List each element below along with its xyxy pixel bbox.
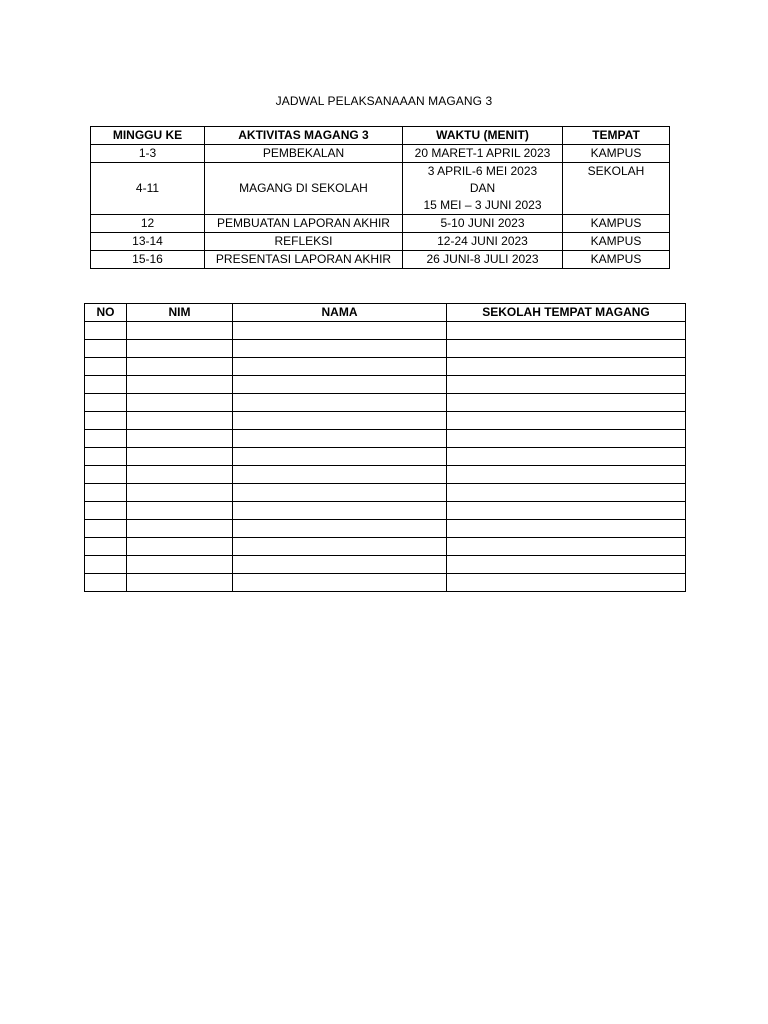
- column-header-school: SEKOLAH TEMPAT MAGANG: [447, 304, 686, 322]
- roster-header-row: [85, 304, 686, 322]
- nim-cell: [127, 538, 233, 556]
- school-cell: [447, 520, 686, 538]
- no-cell: [85, 538, 127, 556]
- nama-cell: [233, 322, 447, 340]
- no-cell: [85, 376, 127, 394]
- time-line: 15 MEI – 3 JUNI 2023: [423, 198, 542, 212]
- no-cell: [85, 448, 127, 466]
- table-row: [85, 430, 686, 448]
- school-cell: [447, 502, 686, 520]
- week-cell: 1-3: [91, 145, 205, 163]
- nim-cell: [127, 340, 233, 358]
- nim-cell: [127, 430, 233, 448]
- no-cell: [85, 556, 127, 574]
- place-cell: KAMPUS: [563, 215, 670, 233]
- table-row: [85, 340, 686, 358]
- roster-table: [84, 303, 686, 592]
- column-header-nim: NIM: [127, 304, 233, 322]
- roster-body: [85, 322, 686, 592]
- nama-cell: [233, 394, 447, 412]
- nim-cell: [127, 448, 233, 466]
- nim-cell: [127, 358, 233, 376]
- schedule-header-row: [91, 127, 670, 145]
- activity-cell: PEMBUATAN LAPORAN AKHIR: [205, 215, 403, 233]
- school-cell: [447, 556, 686, 574]
- school-cell: [447, 574, 686, 592]
- document-title: JADWAL PELAKSANAAAN MAGANG 3: [275, 94, 493, 108]
- week-cell: 13-14: [91, 233, 205, 251]
- no-cell: [85, 502, 127, 520]
- time-cell: 20 MARET-1 APRIL 2023: [403, 145, 563, 163]
- table-row: [85, 484, 686, 502]
- nama-cell: [233, 466, 447, 484]
- table-row: [85, 502, 686, 520]
- nama-cell: [233, 430, 447, 448]
- column-header-no: NO: [85, 304, 127, 322]
- activity-cell: PEMBEKALAN: [205, 145, 403, 163]
- table-row: [85, 358, 686, 376]
- nim-cell: [127, 466, 233, 484]
- nama-cell: [233, 340, 447, 358]
- week-cell: 4-11: [91, 163, 205, 215]
- table-row: [91, 251, 670, 269]
- column-header-activity: AKTIVITAS MAGANG 3: [205, 127, 403, 145]
- table-row: [91, 145, 670, 163]
- schedule-table: [90, 126, 670, 269]
- school-cell: [447, 340, 686, 358]
- school-cell: [447, 412, 686, 430]
- nim-cell: [127, 574, 233, 592]
- nama-cell: [233, 448, 447, 466]
- column-header-time: WAKTU (MENIT): [403, 127, 563, 145]
- no-cell: [85, 466, 127, 484]
- place-cell: SEKOLAH: [563, 163, 670, 215]
- activity-cell: PRESENTASI LAPORAN AKHIR: [205, 251, 403, 269]
- week-cell: 12: [91, 215, 205, 233]
- table-row: [85, 556, 686, 574]
- school-cell: [447, 376, 686, 394]
- table-row: [91, 233, 670, 251]
- nama-cell: [233, 484, 447, 502]
- school-cell: [447, 448, 686, 466]
- nim-cell: [127, 520, 233, 538]
- time-cell: [403, 163, 563, 215]
- time-cell: 5-10 JUNI 2023: [403, 215, 563, 233]
- no-cell: [85, 340, 127, 358]
- week-cell: 15-16: [91, 251, 205, 269]
- no-cell: [85, 520, 127, 538]
- nim-cell: [127, 394, 233, 412]
- no-cell: [85, 394, 127, 412]
- table-row: [91, 215, 670, 233]
- table-row: [91, 163, 670, 215]
- no-cell: [85, 484, 127, 502]
- no-cell: [85, 358, 127, 376]
- table-row: [85, 412, 686, 430]
- table-row: [85, 376, 686, 394]
- table-row: [85, 574, 686, 592]
- time-cell: 12-24 JUNI 2023: [403, 233, 563, 251]
- nim-cell: [127, 556, 233, 574]
- school-cell: [447, 484, 686, 502]
- school-cell: [447, 466, 686, 484]
- nim-cell: [127, 412, 233, 430]
- school-cell: [447, 394, 686, 412]
- school-cell: [447, 538, 686, 556]
- table-row: [85, 520, 686, 538]
- school-cell: [447, 430, 686, 448]
- place-cell: KAMPUS: [563, 233, 670, 251]
- nama-cell: [233, 520, 447, 538]
- nim-cell: [127, 376, 233, 394]
- time-cell: 26 JUNI-8 JULI 2023: [403, 251, 563, 269]
- nim-cell: [127, 502, 233, 520]
- nim-cell: [127, 484, 233, 502]
- no-cell: [85, 322, 127, 340]
- column-header-week: MINGGU KE: [91, 127, 205, 145]
- school-cell: [447, 358, 686, 376]
- place-cell: KAMPUS: [563, 145, 670, 163]
- column-header-place: TEMPAT: [563, 127, 670, 145]
- time-line: 3 APRIL-6 MEI 2023: [427, 164, 538, 178]
- nama-cell: [233, 502, 447, 520]
- nama-cell: [233, 412, 447, 430]
- nama-cell: [233, 376, 447, 394]
- no-cell: [85, 574, 127, 592]
- table-row: [85, 322, 686, 340]
- no-cell: [85, 430, 127, 448]
- table-row: [85, 466, 686, 484]
- time-line: DAN: [469, 181, 496, 195]
- activity-cell: MAGANG DI SEKOLAH: [205, 163, 403, 215]
- place-cell: KAMPUS: [563, 251, 670, 269]
- table-row: [85, 538, 686, 556]
- no-cell: [85, 412, 127, 430]
- nim-cell: [127, 322, 233, 340]
- column-header-nama: NAMA: [233, 304, 447, 322]
- nama-cell: [233, 358, 447, 376]
- nama-cell: [233, 556, 447, 574]
- table-row: [85, 394, 686, 412]
- nama-cell: [233, 538, 447, 556]
- nama-cell: [233, 574, 447, 592]
- school-cell: [447, 322, 686, 340]
- activity-cell: REFLEKSI: [205, 233, 403, 251]
- table-row: [85, 448, 686, 466]
